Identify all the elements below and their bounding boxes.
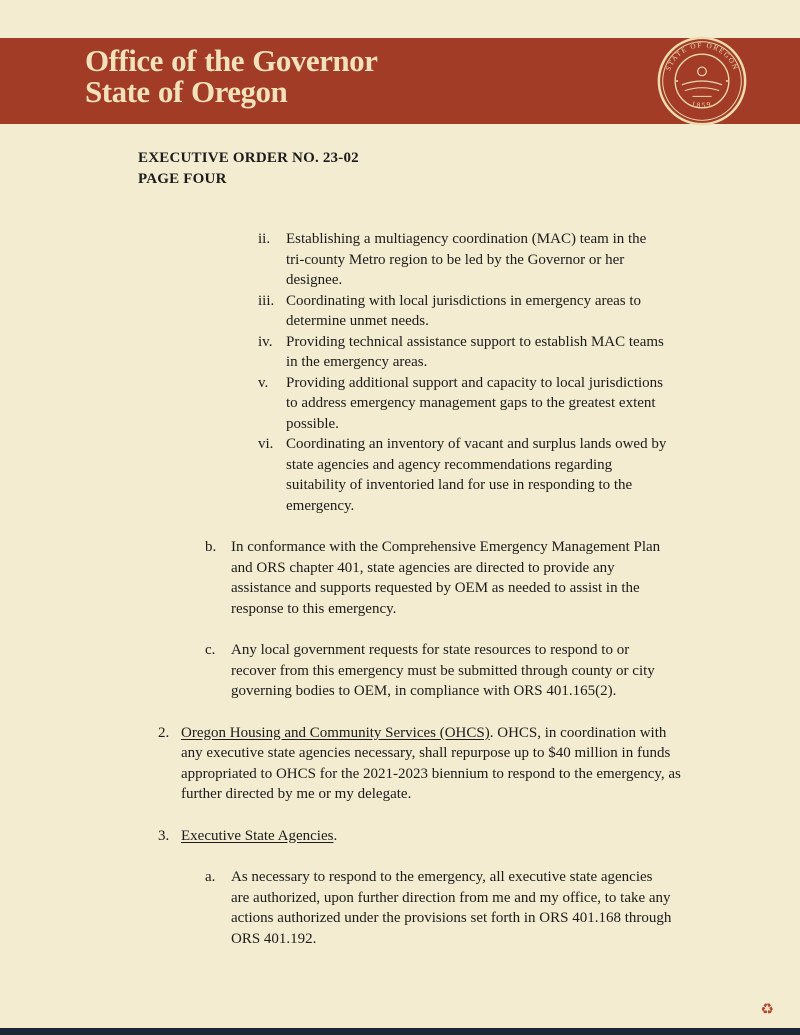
document-body <box>0 148 800 949</box>
oregon-state-seal-icon <box>656 35 748 127</box>
executive-order-number: EXECUTIVE ORDER NO. 23-02 <box>138 150 359 166</box>
list-marker: iv. <box>258 333 273 350</box>
list-marker: v. <box>258 374 269 391</box>
roman-numeral-list <box>258 229 800 516</box>
list-marker: a. <box>205 869 216 885</box>
list-item-roman-iv <box>258 332 800 373</box>
scan-edge-strip <box>0 1028 800 1035</box>
list-item-roman-vi <box>258 434 800 516</box>
list-text: Providing additional support and capacity to local jurisdictions to address emergency management gaps to the greatest extent possible. <box>286 374 664 432</box>
numbered-list <box>158 723 800 847</box>
list-item-roman-v <box>258 373 800 435</box>
list-text: Establishing a multiagency coordination (MAC) team in the tri-county Metro region to be led by the Governor or her designee. <box>286 231 647 288</box>
alpha-list-1 <box>205 537 800 702</box>
list-item-a <box>205 867 800 949</box>
list-text: Providing technical assistance support to establish MAC teams in the emergency areas. <box>286 333 664 370</box>
section-body: . OHCS, in coordination with any executive state agencies necessary, shall repurpose up to $40 million in funds appropriated to OHCS for the 2021-2023 biennium to respond to the emergency, as further directed by me or my delegate. <box>181 724 681 802</box>
svg-text:STATE OF OREGON: STATE OF OREGON <box>664 41 740 72</box>
list-item-2 <box>158 723 800 805</box>
list-marker: c. <box>205 642 216 658</box>
page-label: PAGE FOUR <box>138 170 227 187</box>
list-text <box>181 826 686 847</box>
list-marker: 2. <box>158 724 170 741</box>
letterhead-title <box>85 45 377 107</box>
list-item-b <box>205 537 800 619</box>
list-text: Coordinating an inventory of vacant and surplus lands owed by state agencies and agency recommendations regarding suitability of inventoried land for use in responding to the emergency. <box>286 436 667 514</box>
list-marker: vi. <box>258 436 274 452</box>
alpha-list-2 <box>205 867 800 949</box>
list-item-roman-ii <box>258 229 800 291</box>
svg-text:1859: 1859 <box>690 99 714 110</box>
list-item-3 <box>158 826 800 847</box>
list-marker: b. <box>205 539 217 555</box>
list-text: In conformance with the Comprehensive Emergency Management Plan and ORS chapter 401, state agencies are directed to provide any assistance and supports requested by OEM as needed to assist in the response to this emergency. <box>231 539 661 617</box>
section-heading-executive-agencies: Executive State Agencies <box>181 827 334 844</box>
document-header <box>138 148 800 189</box>
list-marker: 3. <box>158 827 170 844</box>
list-text: Coordinating with local jurisdictions in emergency areas to determine unmet needs. <box>286 292 642 329</box>
letterhead-banner <box>0 38 800 124</box>
list-text <box>181 723 686 805</box>
list-item-roman-iii <box>258 291 800 332</box>
list-text: Any local government requests for state resources to respond to or recover from this emergency must be submitted through county or city governing bodies to OEM, in compliance with ORS 401.165(2). <box>231 642 655 699</box>
letterhead-line2: State of Oregon <box>85 74 288 109</box>
list-text: As necessary to respond to the emergency, all executive state agencies are authorized, upon further direction from me and my office, to take any actions authorized under the provisions set forth in ORS 401.168 through ORS 401.192. <box>231 869 672 947</box>
list-item-c <box>205 640 800 702</box>
list-marker: iii. <box>258 292 275 309</box>
list-marker: ii. <box>258 231 271 247</box>
recycled-paper-icon: ♻ <box>760 1000 774 1018</box>
section-heading-ohcs: Oregon Housing and Community Services (OHCS) <box>181 724 490 741</box>
section-body: . <box>333 827 338 844</box>
letterhead-line1: Office of the Governor <box>85 43 378 78</box>
